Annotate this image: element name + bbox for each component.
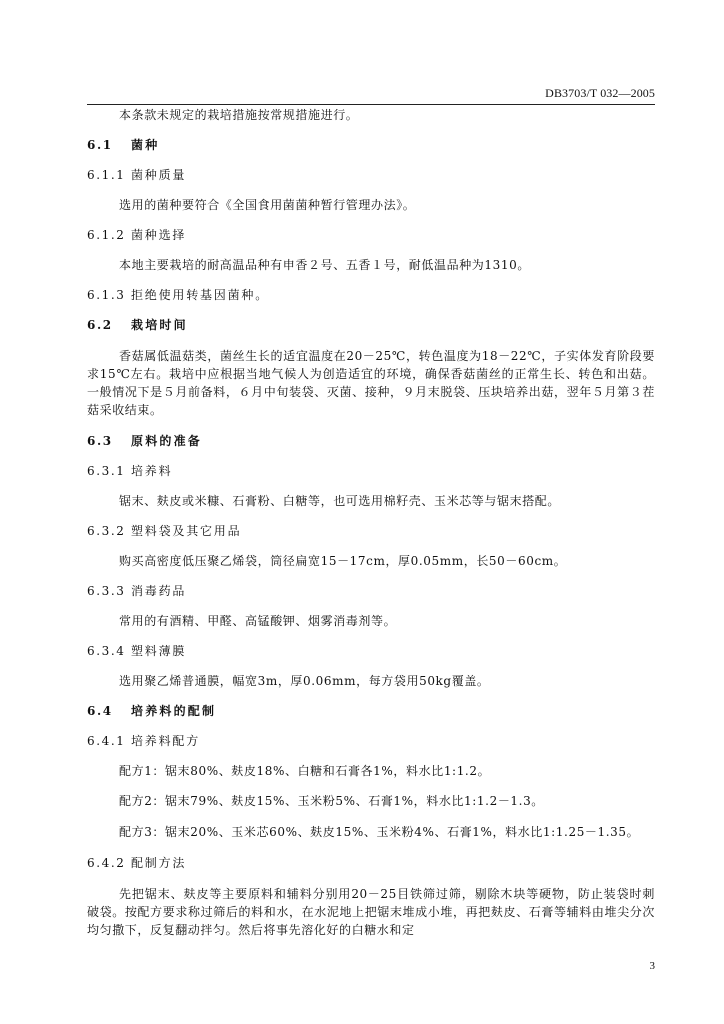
intro-paragraph: 本条款未规定的栽培措施按常规措施进行。 [119, 108, 359, 122]
section-title: 栽培时间 [131, 318, 188, 332]
section-number: 6.3 [87, 434, 113, 448]
section-title: 塑料袋及其它用品 [131, 524, 242, 538]
section-6-3-1 [87, 463, 655, 479]
paragraph: 本地主要栽培的耐高温品种有申香２号、五香１号，耐低温品种为1310。 [119, 258, 530, 272]
section-number: 6.3.4 [87, 644, 126, 658]
section-number: 6.4.1 [87, 734, 126, 748]
paragraph: 先把锯末、麸皮等主要原料和辅料分别用20－25目铁筛过筛，剔除木块等硬物，防止装袋时刺破袋。按配方要求称过筛后的料和水，在水泥地上把锯末堆成小堆，再把麸皮、石膏等辅料由堆尖分次均匀撒下，反复翻动拌匀。然后将事先溶化好的白糖水和定 [87, 887, 655, 937]
section-6-4-1 [87, 733, 655, 749]
section-title: 菌种质量 [131, 168, 187, 182]
section-6-1 [87, 137, 655, 153]
section-number: 6.3.2 [87, 524, 126, 538]
paragraph: 购买高密度低压聚乙烯袋，筒径扁宽15－17cm，厚0.05mm，长50－60cm。 [119, 554, 567, 568]
paragraph: 选用聚乙烯普通膜，幅宽3m，厚0.06mm，每方袋用50kg覆盖。 [119, 674, 490, 688]
paragraph: 选用的菌种要符合《全国食用菌菌种暂行管理办法》。 [119, 198, 416, 212]
paragraph: 常用的有酒精、甲醛、高锰酸钾、烟雾消毒剂等。 [119, 614, 397, 628]
section-title: 消毒药品 [131, 584, 187, 598]
section-6-2 [87, 317, 655, 333]
section-6-4-2 [87, 855, 655, 871]
page-number: 3 [649, 960, 655, 972]
section-6-3-4 [87, 643, 655, 659]
section-title: 配制方法 [131, 856, 187, 870]
formula-1: 配方1：锯末80%、麸皮18%、白糖和石膏各1%，料水比1:1.2。 [119, 764, 491, 778]
section-number: 6.1 [87, 138, 113, 152]
page-content [87, 107, 655, 939]
section-number: 6.3.1 [87, 464, 126, 478]
standard-code: DB3703/T 032—2005 [545, 86, 655, 100]
section-6-1-2 [87, 227, 655, 243]
section-title: 培养料的配制 [131, 704, 217, 718]
section-title: 菌种 [131, 138, 160, 152]
section-6-3-2 [87, 523, 655, 539]
paragraph: 香菇属低温菇类，菌丝生长的适宜温度在20－25℃，转色温度为18－22℃，子实体发育阶段要求15℃左右。栽培中应根据当地气候人为创造适宜的环境，确保香菇菌丝的正常生长、转色和出菇。一般情况下是５月前备料，６月中旬装袋、灭菌、接种，９月末脱袋、压块培养出菇，翌年５月第３茬菇采收结束。 [87, 349, 655, 417]
section-title: 培养料配方 [131, 734, 201, 748]
paragraph: 锯末、麸皮或米糠、石膏粉、白糖等，也可选用棉籽壳、玉米芯等与锯末搭配。 [119, 494, 561, 508]
section-6-1-1 [87, 167, 655, 183]
section-number: 6.4 [87, 704, 113, 718]
section-number: 6.3.3 [87, 584, 126, 598]
section-number: 6.1.1 [87, 168, 126, 182]
header-divider [87, 104, 655, 105]
section-number: 6.4.2 [87, 856, 126, 870]
section-6-1-3 [87, 287, 655, 303]
section-number: 6.1.3 [87, 288, 126, 302]
section-6-4 [87, 703, 655, 719]
section-6-3 [87, 433, 655, 449]
section-title: 塑料薄膜 [131, 644, 187, 658]
formula-3: 配方3：锯末20%、玉米芯60%、麸皮15%、玉米粉4%、石膏1%，料水比1:1.25－1.35。 [119, 825, 640, 839]
section-title: 培养料 [131, 464, 173, 478]
section-number: 6.2 [87, 318, 113, 332]
section-6-3-3 [87, 583, 655, 599]
section-title: 原料的准备 [131, 434, 203, 448]
section-title: 菌种选择 [131, 228, 187, 242]
section-number: 6.1.2 [87, 228, 126, 242]
section-title: 拒绝使用转基因菌种。 [131, 288, 270, 302]
formula-2: 配方2：锯末79%、麸皮15%、玉米粉5%、石膏1%，料水比1:1.2－1.3。 [119, 794, 544, 808]
